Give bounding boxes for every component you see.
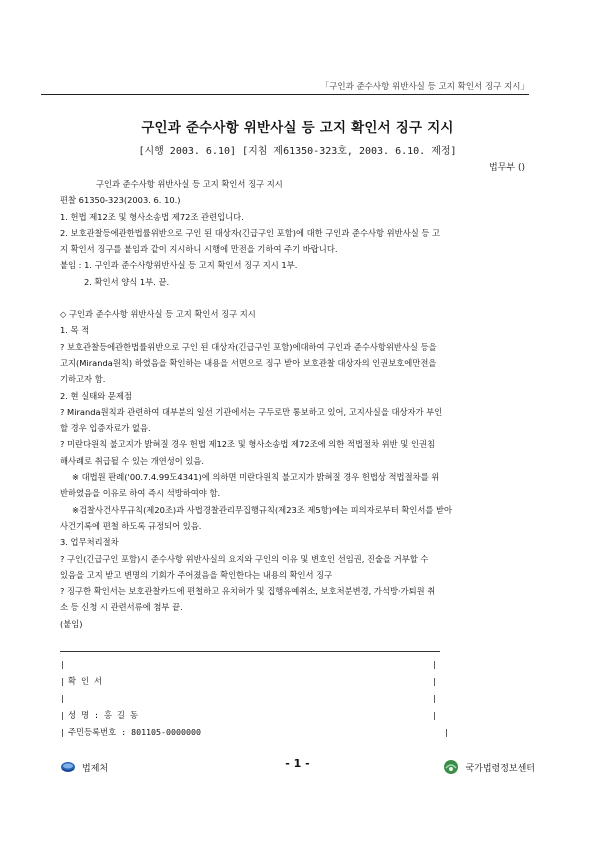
body-line: 1. 헌법 제12조 및 형사소송법 제72조 관련입니다. [60,211,244,222]
footer-right [443,759,535,775]
body-line: 2. 보호관찰등에관한법률위반으로 구인 된 대상자(긴급구인 포함)에 대한 구인과 준수사항 위반사실 등 고 [60,227,441,238]
body-line: (붙임) [60,618,83,629]
body-line: 고지(Miranda원칙) 하였음을 확인하는 내용을 서면으로 징구 받아 보호관찰 대상자의 인권보호에만전을 [60,357,437,368]
document-body [60,176,538,632]
form-blank-row: | | [60,693,437,703]
page-number: - 1 - [285,757,310,770]
ministry-label: 법무부 () [489,163,525,173]
body-line: 1. 목 적 [60,325,90,336]
body-line: 붙임 : 1. 구인과 준수사항위반사실 등 고지 확인서 징구 지시 1부. [60,260,298,271]
body-line: 2. 현 실태와 문제점 [60,390,132,401]
footer-left-label: 법제처 [82,763,109,774]
form-title: 확 인 서 [68,676,103,686]
body-line: ※검찰사건사무규칙(제20조)과 사법경찰관리무집행규칙(제23조 제5항)에는 피의자로부터 확인서를 받아 [72,504,453,515]
form-name-row: | 성 명 : 홍 길 동 | [60,707,440,724]
form-id-row: | 주민등록번호 : 801105-0000000 | [60,724,440,741]
form-id-number: 주민등록번호 : 801105-0000000 [68,727,202,737]
footer-right-label: 국가법령정보센터 [465,763,535,774]
body-line: 해사례로 취급될 수 있는 개연성이 있음. [60,455,205,466]
body-line: 기하고자 함. [60,374,106,385]
document-subtitle: [시행 2003. 6.10] [지침 제61350-323호, 2003. 6.10. 제정] [138,146,457,157]
body-line: 2. 확인서 양식 1부. 끝. [84,276,170,287]
page-footer [60,755,535,779]
body-line: ※ 대법원 판례('00.7.4.99도4341)에 의하면 미란다원칙 불고지가 밝혀질 경우 헌법상 적법절차를 위 [72,472,440,483]
body-line: 편찰 61350-323(2003. 6. 10.) [60,195,181,206]
header-reference: 「구인과 준수사항 위반사실 등 고지 확인서 징구 지시」 [41,80,529,95]
form-top-border [60,651,440,652]
confirmation-form [60,645,449,741]
body-line: ? Miranda원칙과 관련하여 대부분의 일선 기관에서는 구두로만 통보하고 있어, 고지사실을 대상자가 부인 [60,406,443,417]
section-heading: ◇ 구인과 준수사항 위반사실 등 고지 확인서 징구 지시 [60,309,256,320]
body-line: ? 징구한 확인서는 보호관찰카드에 편철하고 유치허가 및 집행유예취소, 보호처분변경, 가석방·가퇴원 취 [60,586,436,597]
body-line: ? 미란다원칙 불고지가 밝혀질 경우 헌법 제12조 및 형사소송법 제72조에 의한 적법절차 위반 및 인권침 [60,439,436,450]
body-line: 구인과 준수사항 위반사실 등 고지 확인서 징구 지시 [96,179,283,189]
form-title-row: | 확 인 서 | [60,673,440,690]
form-name: 성 명 : 홍 길 동 [68,710,139,720]
body-line: 소 등 신청 시 관련서류에 첨부 끝. [60,602,183,613]
body-line: ? 구인(긴급구인 포함)시 준수사항 위반사실의 요지와 구인의 이유 및 변호인 선임권, 진술을 거부할 수 [60,553,429,564]
form-blank-row: | | [60,659,437,669]
body-line: 사건기록에 편철 하도록 규정되어 있음. [60,520,202,531]
body-line: 있음을 고지 받고 변명의 기회가 주어졌음을 확인한다는 내용의 확인서 징구 [60,569,333,580]
body-line: ? 보호관찰등에관한법률위반으로 구인 된 대상자(긴급구인 포함)에대하여 구인과 준수사항위반사실 등을 [60,341,437,352]
body-line: 반하였음을 이유로 하여 즉시 석방하여야 함. [60,488,221,499]
document-title: 구인과 준수사항 위반사실 등 고지 확인서 징구 지시 [141,120,454,136]
law-center-logo-icon [443,759,459,775]
body-line: 3. 업무처리절차 [60,537,119,548]
body-line: 지 확인서 징구를 붙임과 같이 지시하니 시행에 만전을 기하여 주기 바랍니다. [60,244,338,255]
body-line: 할 경우 입증자료가 없음. [60,423,151,434]
